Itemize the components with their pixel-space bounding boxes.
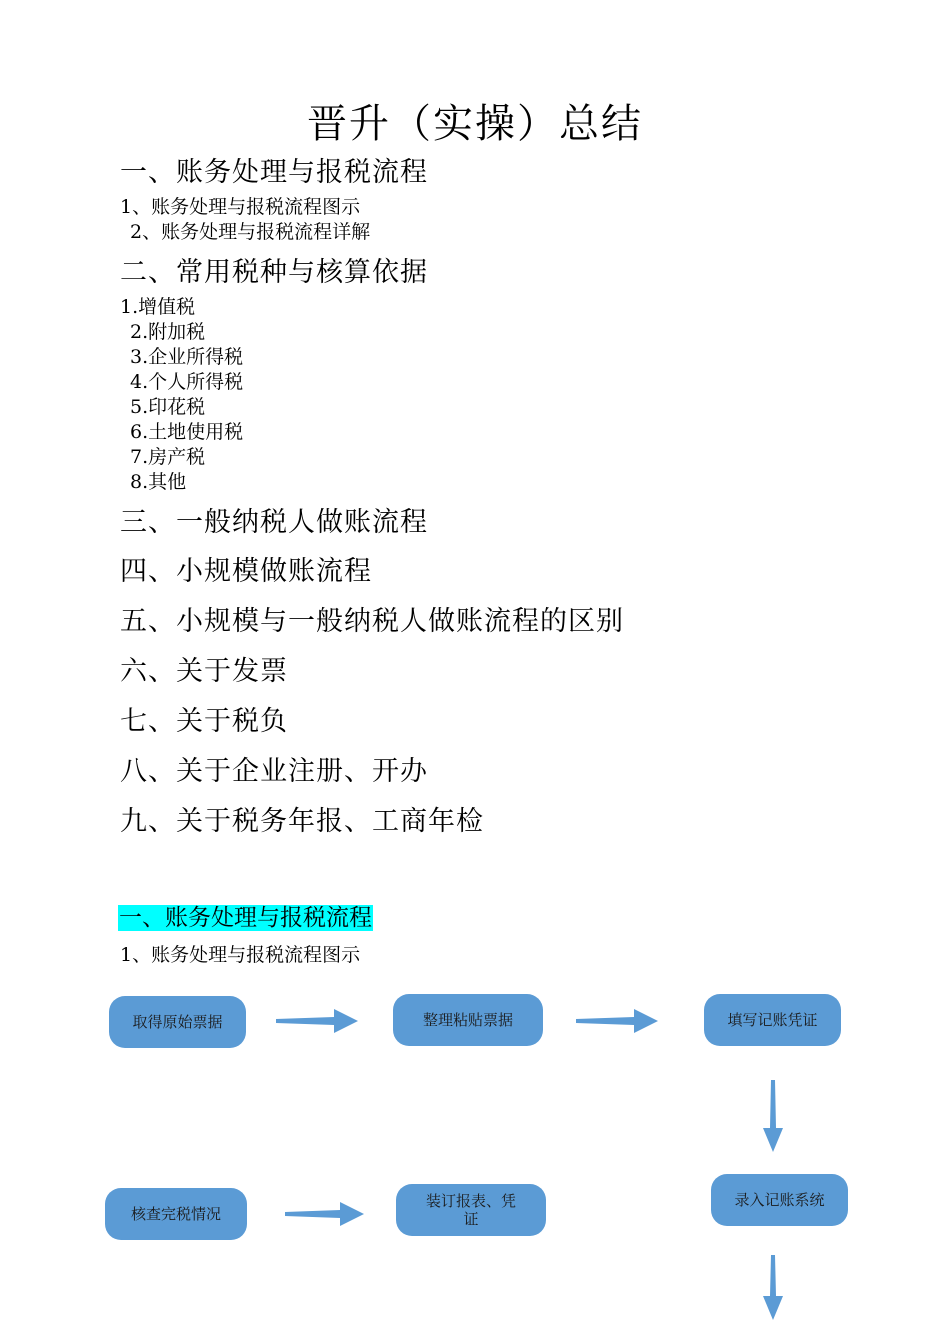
arrow-right-2 [576, 1009, 658, 1033]
arrow-down-2 [763, 1255, 783, 1320]
flow-node-arrange-receipts [393, 994, 543, 1046]
flow-node-enter-system [711, 1174, 848, 1226]
toc-section-4: 四、小规模做账流程 [120, 556, 372, 587]
flow-node-label-5: 装订报表、凭证 [425, 1192, 516, 1228]
toc-item-2-1: 1.增值税 [120, 296, 196, 318]
toc-item-2-6: 6.土地使用税 [130, 421, 244, 443]
section-subheading: 1、账务处理与报税流程图示 [120, 944, 361, 966]
section-heading: 一、账务处理与报税流程 [119, 905, 372, 931]
toc-section-3: 三、一般纳税人做账流程 [120, 507, 428, 538]
toc-section-1: 一、账务处理与报税流程 [120, 157, 428, 188]
flow-node-get-receipts [109, 996, 246, 1048]
toc-section-6: 六、关于发票 [120, 656, 288, 687]
flow-node-fill-voucher [704, 994, 841, 1046]
flow-node-label-6: 核查完税情况 [130, 1205, 221, 1223]
toc-section-2: 二、常用税种与核算依据 [120, 257, 428, 288]
arrow-right-1 [276, 1009, 358, 1033]
toc-section-7: 七、关于税负 [120, 706, 288, 737]
toc-item-2-4: 4.个人所得税 [130, 371, 244, 393]
toc-item-2-3: 3.企业所得税 [130, 346, 244, 368]
flow-node-label-2: 整理粘贴票据 [422, 1011, 513, 1029]
toc-item-1-2: 2、账务处理与报税流程详解 [130, 221, 371, 243]
arrow-right-3 [285, 1202, 364, 1226]
toc-section-9: 九、关于税务年报、工商年检 [120, 806, 484, 837]
toc-section-5: 五、小规模与一般纳税人做账流程的区别 [120, 606, 624, 637]
flow-node-check-tax [105, 1188, 247, 1240]
toc-item-2-5: 5.印花税 [130, 396, 206, 418]
toc-item-2-8: 8.其他 [130, 471, 187, 493]
toc-item-2-2: 2.附加税 [130, 321, 206, 343]
flow-node-bind-reports [396, 1184, 546, 1236]
flow-node-label-4: 录入记账系统 [734, 1191, 825, 1209]
toc-item-1-1: 1、账务处理与报税流程图示 [120, 196, 361, 218]
flow-node-label-1: 取得原始票据 [132, 1013, 223, 1031]
flow-node-label-3: 填写记账凭证 [727, 1011, 818, 1029]
arrow-down-1 [763, 1080, 783, 1152]
toc-section-8: 八、关于企业注册、开办 [120, 756, 428, 787]
page-title: 晋升（实操）总结 [307, 101, 643, 147]
toc-item-2-7: 7.房产税 [130, 446, 206, 468]
